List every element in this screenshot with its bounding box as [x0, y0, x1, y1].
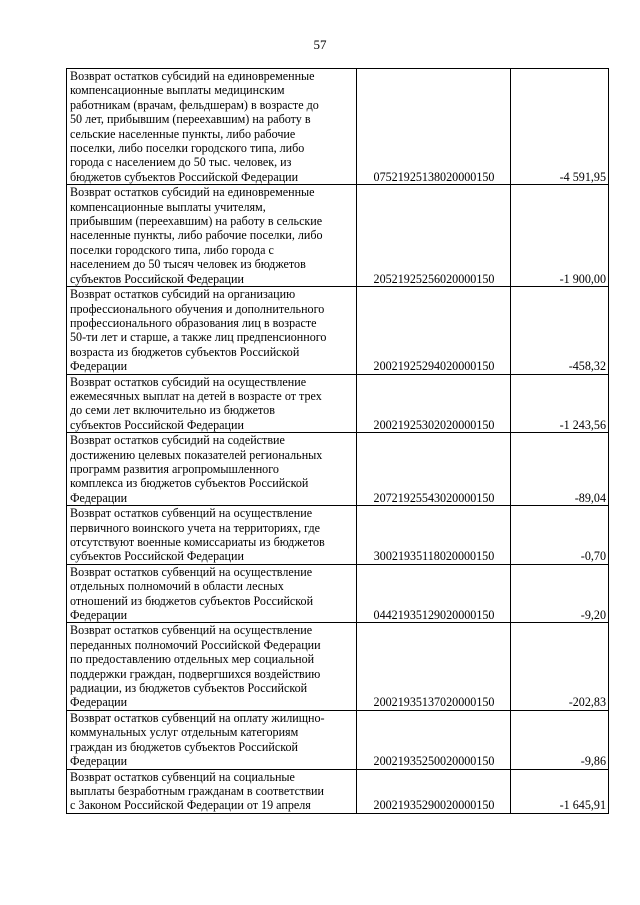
description-line: профессионального обучения и дополнительного — [70, 301, 325, 316]
budget-classification-code: 20021925294020000150 — [357, 287, 511, 374]
description-line: компенсационные выплаты учителям, — [70, 199, 266, 214]
table-row — [67, 623, 609, 710]
row-description — [67, 374, 357, 433]
description-line: города с населением до 50 тыс. человек, из — [70, 155, 292, 170]
description-line: Федерации — [70, 754, 128, 769]
description-line: субъектов Российской Федерации — [70, 271, 244, 286]
description-line: Возврат остатков субвенций на осуществление — [70, 564, 313, 579]
page-number: 57 — [313, 37, 327, 52]
description-line: с Законом Российской Федерации от 19 апреля — [70, 798, 311, 813]
row-description — [67, 185, 357, 287]
table-row — [67, 564, 609, 623]
description-line: достижению целевых показателей региональных — [70, 447, 323, 462]
row-description — [67, 69, 357, 185]
amount-value: -9,86 — [511, 710, 609, 769]
amount-value: -9,20 — [511, 564, 609, 623]
budget-classification-code: 04421935129020000150 — [357, 564, 511, 623]
description-line: Федерации — [70, 695, 128, 710]
description-line: субъектов Российской Федерации — [70, 417, 244, 432]
description-line: Возврат остатков субвенций на осуществление — [70, 506, 313, 521]
amount-value: -1 243,56 — [511, 374, 609, 433]
description-line: коммунальных услуг отдельным категориям — [70, 725, 299, 740]
description-line: по предоставлению отдельных мер социальной — [70, 652, 315, 667]
description-line: населением до 50 тысяч человек из бюджетов — [70, 257, 306, 272]
budget-return-table — [66, 68, 609, 814]
row-description — [67, 287, 357, 374]
row-description — [67, 564, 357, 623]
description-line: Федерации — [70, 608, 128, 623]
description-line: Возврат остатков субсидий на осуществление — [70, 374, 307, 389]
budget-classification-code: 30021935118020000150 — [357, 506, 511, 565]
description-line: программ развития агропромышленного — [70, 461, 279, 476]
description-line: Возврат остатков субсидий на содействие — [70, 433, 285, 448]
description-line: первичного воинского учета на территориях, где — [70, 520, 321, 535]
description-line: субъектов Российской Федерации — [70, 549, 244, 564]
description-line: компенсационные выплаты медицинским — [70, 83, 285, 98]
budget-classification-code: 07521925138020000150 — [357, 69, 511, 185]
amount-value: -1 645,91 — [511, 769, 609, 813]
table-row — [67, 433, 609, 506]
budget-classification-code: 20021935250020000150 — [357, 710, 511, 769]
amount-value: -4 591,95 — [511, 69, 609, 185]
description-line: работникам (врачам, фельдшерам) в возрасте до — [70, 97, 319, 112]
description-line: бюджетов субъектов Российской Федерации — [70, 169, 299, 184]
description-line: Возврат остатков субвенций на оплату жилищно- — [70, 710, 325, 725]
description-line: Возврат остатков субсидий на организацию — [70, 287, 296, 302]
budget-classification-code: 20721925543020000150 — [357, 433, 511, 506]
amount-value: -202,83 — [511, 623, 609, 710]
table-row — [67, 374, 609, 433]
table-row — [67, 769, 609, 813]
table-row — [67, 506, 609, 565]
description-line: 50-ти лет и старше, а также лиц предпенсионного — [70, 330, 327, 345]
amount-value: -0,70 — [511, 506, 609, 565]
description-line: населенные пункты, либо рабочие поселки, либо — [70, 228, 323, 243]
description-line: сельские населенные пункты, либо рабочие — [70, 126, 296, 141]
budget-classification-code: 20021925302020000150 — [357, 374, 511, 433]
description-line: 50 лет, прибывшим (переехавшим) на работу в — [70, 112, 311, 127]
description-line: поддержки граждан, подвергшихся воздействию — [70, 666, 321, 681]
row-description — [67, 506, 357, 565]
table-row — [67, 287, 609, 374]
description-line: Возврат остатков субвенций на осуществление — [70, 623, 313, 638]
description-line: отдельных полномочий в области лесных — [70, 579, 284, 594]
description-line: переданных полномочий Российской Федерации — [70, 637, 321, 652]
description-line: ежемесячных выплат на детей в возрасте от трех — [70, 388, 322, 403]
description-line: отсутствуют военные комиссариаты из бюджетов — [70, 535, 325, 549]
table-row — [67, 69, 609, 185]
description-line: профессионального образования лиц в возрасте — [70, 315, 317, 330]
row-description — [67, 710, 357, 769]
description-line: поселки городского типа, либо города с — [70, 242, 274, 257]
table-row — [67, 185, 609, 287]
description-line: Федерации — [70, 359, 128, 374]
description-line: прибывшим (переехавшим) на работу в сельские — [70, 214, 323, 229]
table-body — [67, 69, 609, 814]
description-line: возраста из бюджетов субъектов Российской — [70, 344, 300, 359]
description-line: Федерации — [70, 490, 128, 505]
description-line: комплекса из бюджетов субъектов Российской — [70, 476, 309, 491]
row-description — [67, 769, 357, 813]
amount-value: -458,32 — [511, 287, 609, 374]
description-line: граждан из бюджетов субъектов Российской — [70, 739, 299, 754]
description-line: до семи лет включительно из бюджетов — [70, 403, 275, 418]
row-description — [67, 623, 357, 710]
description-line: отношений из бюджетов субъектов Российской — [70, 593, 314, 608]
budget-classification-code: 20021935290020000150 — [357, 769, 511, 813]
description-line: Возврат остатков субвенций на социальные — [70, 769, 295, 784]
budget-classification-code: 20021935137020000150 — [357, 623, 511, 710]
description-line: радиации, из бюджетов субъектов Российской — [70, 681, 308, 696]
description-line: выплаты безработным гражданам в соответствии — [70, 783, 324, 798]
amount-value: -1 900,00 — [511, 185, 609, 287]
table-row — [67, 710, 609, 769]
budget-classification-code: 20521925256020000150 — [357, 185, 511, 287]
description-line: Возврат остатков субсидий на единовременные — [70, 185, 315, 200]
amount-value: -89,04 — [511, 433, 609, 506]
description-line: поселки, либо поселки городского типа, либо — [70, 141, 305, 156]
row-description — [67, 433, 357, 506]
description-line: Возврат остатков субсидий на единовременные — [70, 69, 315, 83]
